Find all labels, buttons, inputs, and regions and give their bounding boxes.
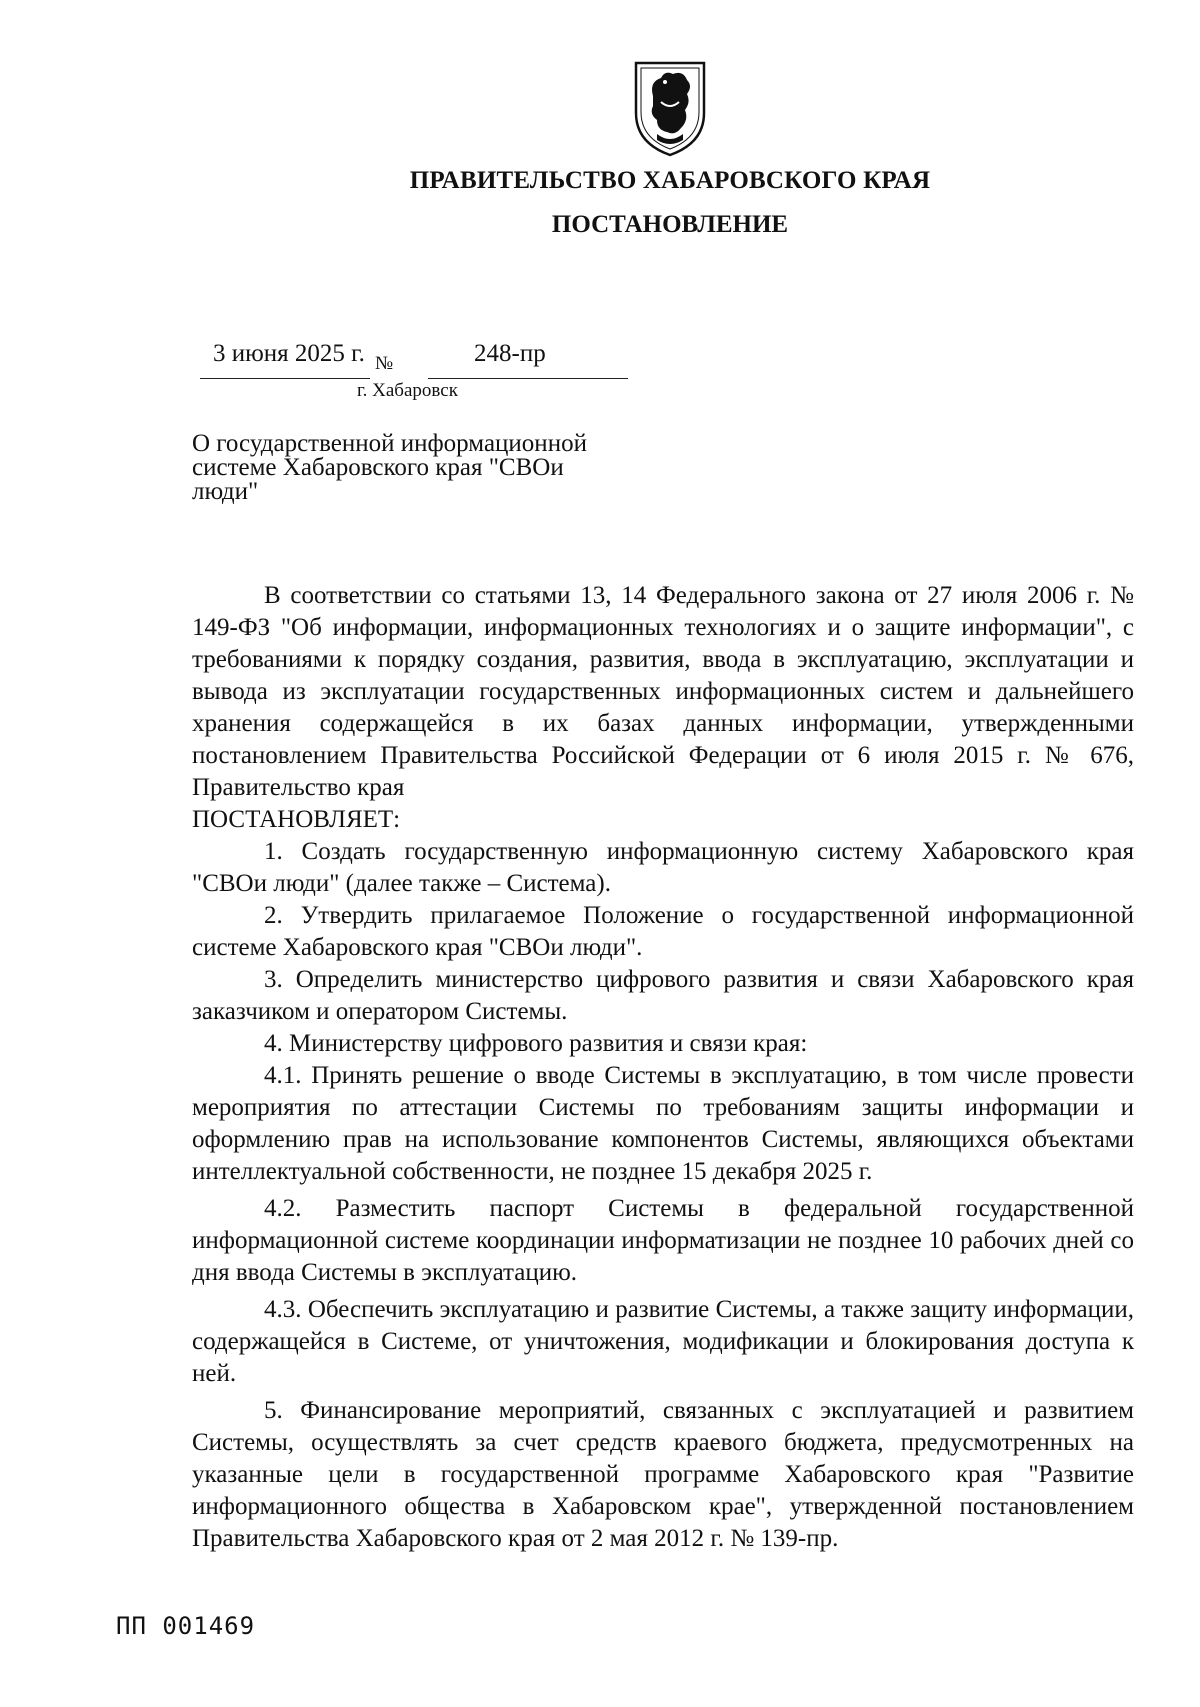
- footer-code: ПП 001469: [116, 1612, 256, 1640]
- resolve-heading: ПОСТАНОВЛЯЕТ:: [192, 806, 401, 833]
- list-item: 2. Утвердить прилагаемое Положение о государственной информационной системе Хабаровского края "СВОи люди".: [192, 902, 1134, 961]
- document-body: [192, 580, 1134, 1555]
- list-item: 4.3. Обеспечить эксплуатацию и развитие Системы, а также защиту информации, содержащейся в Системе, от уничтожения, модификации и блокирования доступа к ней.: [192, 1296, 1134, 1387]
- document-subject: О государственной информационной системе Хабаровского края "СВОи люди": [192, 430, 587, 505]
- document-date: 3 июня 2025 г.: [213, 340, 365, 367]
- khabarovsk-coat-of-arms-icon: [631, 58, 709, 158]
- preamble-paragraph: В соответствии со статьями 13, 14 Федерального закона от 27 июля 2006 г. № 149-ФЗ "Об информации, информационных технологиях и о защите информации", с требованиями к порядку создания, развития, ввода в эксплуатацию, эксплуатации и вывода из эксплуатации государственных информационных систем и дальнейшего хранения содержащейся в их базах данных информации, утвержденными постановлением Правительства Российской Федерации от 6 июля 2015 г. № 676, Правительство края: [192, 582, 1134, 801]
- number-sign: №: [375, 353, 394, 374]
- list-item: 5. Финансирование мероприятий, связанных с эксплуатацией и развитием Системы, осуществлять за счет средств краевого бюджета, предусмотренных на указанные цели в государственной программе Хабаровского края "Развитие информационного общества в Хабаровском крае", утвержденной постановлением Правительства Хабаровского края от 2 мая 2012 г. № 139-пр.: [192, 1397, 1134, 1552]
- document-city: г. Хабаровск: [357, 380, 458, 401]
- document-type: ПОСТАНОВЛЕНИЕ: [551, 211, 789, 238]
- list-item: 4. Министерству цифрового развития и связи края:: [264, 1030, 808, 1057]
- list-item: 1. Создать государственную информационную систему Хабаровского края "СВОи люди" (далее также – Система).: [192, 838, 1134, 897]
- list-item: 3. Определить министерство цифрового развития и связи Хабаровского края заказчиком и оператором Системы.: [192, 966, 1134, 1025]
- date-underline: [200, 378, 370, 379]
- list-item: 4.1. Принять решение о вводе Системы в эксплуатацию, в том числе провести мероприятия по аттестации Системы по требованиям защиты информации и оформлению прав на использование компонентов Системы, являющихся объектами интеллектуальной собственности, не позднее 15 декабря 2025 г.: [192, 1062, 1134, 1185]
- list-item: 4.2. Разместить паспорт Системы в федеральной государственной информационной системе координации информатизации не позднее 10 рабочих дней со дня ввода Системы в эксплуатацию.: [192, 1195, 1134, 1286]
- number-underline: [428, 378, 628, 379]
- government-title: ПРАВИТЕЛЬСТВО ХАБАРОВСКОГО КРАЯ: [409, 167, 931, 194]
- document-number: 248-пр: [474, 340, 546, 367]
- document-meta: [200, 340, 628, 380]
